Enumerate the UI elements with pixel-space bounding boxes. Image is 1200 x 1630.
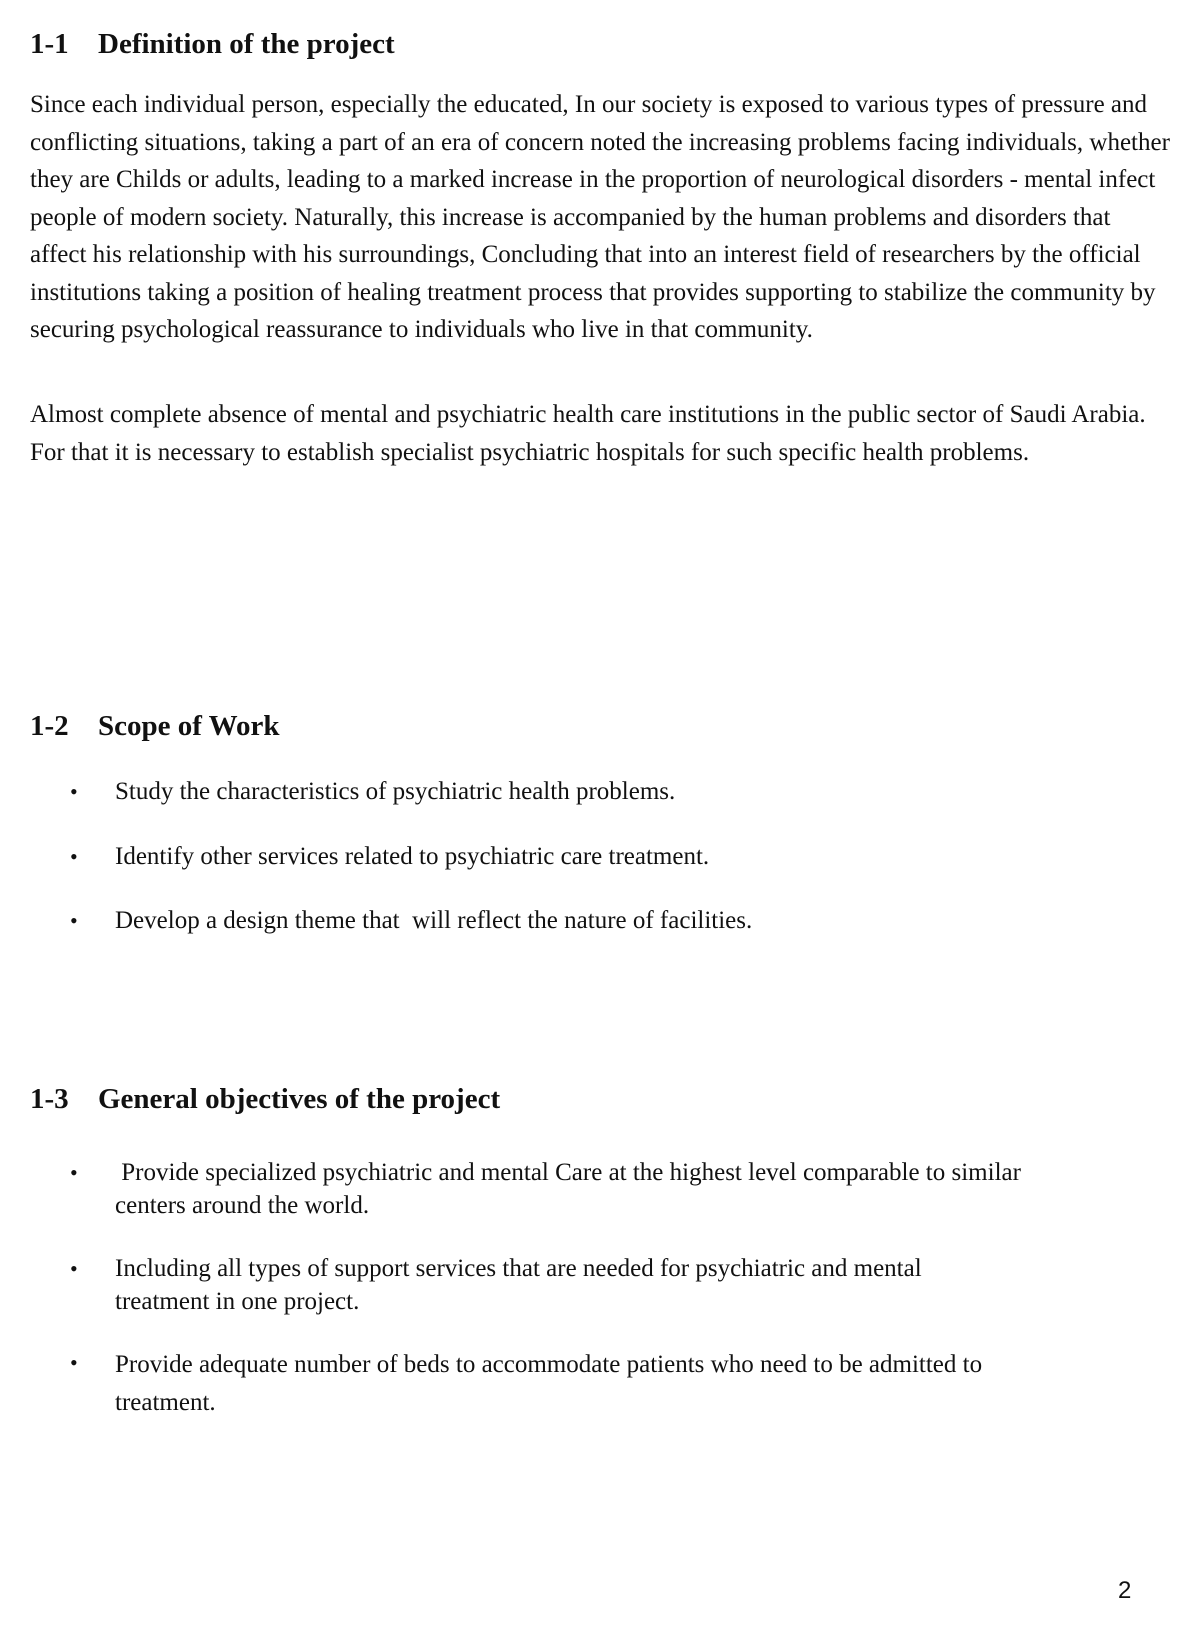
section-number: 1-3 (30, 1083, 69, 1115)
list-item-text: Provide specialized psychiatric and mental Care at the highest level comparable to similar centers around the world. (115, 1159, 1028, 1219)
list-item-text: Study the characteristics of psychiatric health problems. (115, 778, 676, 805)
definition-paragraph-1: Since each individual person, especially the educated, In our society is exposed to various types of pressure and conflicting situations, taking a part of an era of concern noted the increasing problems facing individuals, whether they are Childs or adults, leading to a marked increase in the proportion of neurological disorders - mental infect people of modern society. Naturally, this increase is accompanied by the human problems and disorders that affect his relationship with his surroundings, Concluding that into an interest field of researchers by the official institutions taking a position of healing treatment process that provides supporting to stabilize the community by securing psychological reassurance to individuals who live in that community. (30, 91, 1170, 343)
bullet-icon: • (70, 1256, 78, 1281)
section-heading-scope (30, 712, 280, 741)
objectives-list-item (70, 1346, 1070, 1422)
section-title: General objectives of the project (98, 1083, 501, 1115)
scope-list-item (70, 840, 1140, 873)
page-number: 2 (1118, 1577, 1132, 1604)
scope-list-item (70, 775, 1140, 808)
definition-paragraph-2: Almost complete absence of mental and psychiatric health care institutions in the public sector of Saudi Arabia. For that it is necessary to establish specialist psychiatric hospitals for such specific health problems. (30, 401, 1146, 466)
section-title: Scope of Work (98, 710, 280, 742)
bullet-icon: • (70, 908, 78, 933)
section-title: Definition of the project (98, 28, 395, 60)
list-item-text: Identify other services related to psychiatric care treatment. (115, 843, 710, 870)
section-number: 1-1 (30, 28, 69, 60)
scope-list-item (70, 904, 1140, 937)
list-item-text: Develop a design theme that will reflect the nature of facilities. (115, 907, 753, 934)
list-item-text: Provide adequate number of beds to accommodate patients who need to be admitted to treatment. (115, 1351, 983, 1416)
objectives-list-item (70, 1252, 1010, 1318)
bullet-icon: • (70, 1160, 78, 1185)
bullet-icon: • (70, 779, 78, 804)
section-heading-objectives (30, 1085, 500, 1114)
bullet-icon: • (70, 1350, 78, 1375)
list-item-text: Including all types of support services that are needed for psychiatric and mental treatment in one project. (115, 1255, 922, 1315)
bullet-icon: • (70, 844, 78, 869)
section-number: 1-2 (30, 710, 69, 742)
section-heading-definition (30, 30, 395, 59)
objectives-list-item (70, 1156, 1030, 1222)
